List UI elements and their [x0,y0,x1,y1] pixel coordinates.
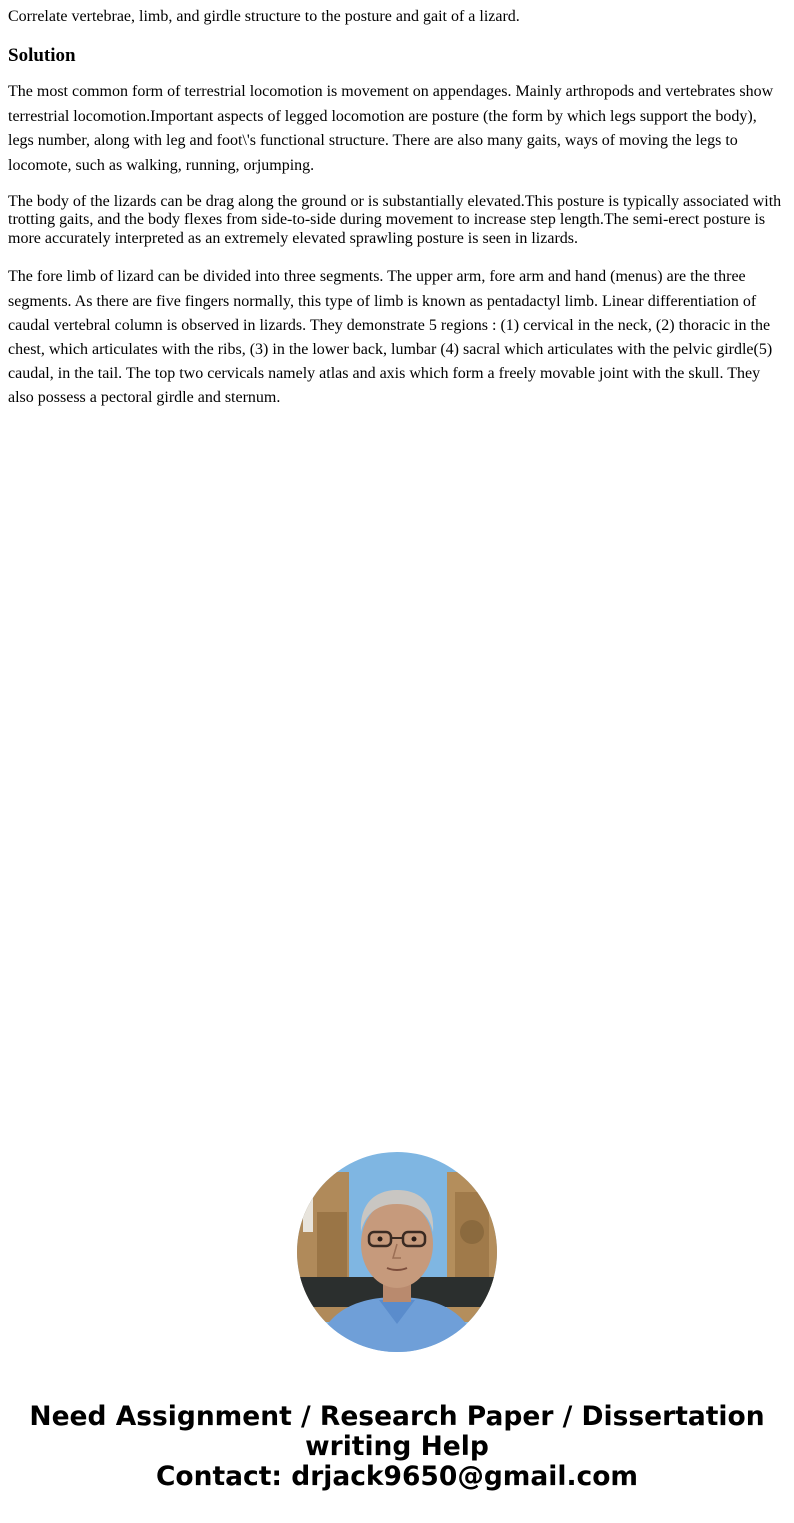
solution-paragraph-1: The most common form of terrestrial locomotion is movement on appendages. Mainly arthropods and vertebrates show terrestrial locomotion.Important aspects of legged locomotion are posture (the form by which legs support the body), legs number, along with leg and foot\'s functional structure. There are also many gaits, ways of moving the legs to locomote, such as walking, running, orjumping. [8,83,774,175]
document-body [8,0,786,411]
solution-paragraph-3: The fore limb of lizard can be divided into three segments. The upper arm, fore arm and hand (menus) are the three segments. As there are five fingers normally, this type of limb is known as pentadactyl limb. Linear differentiation of caudal vertebral column is observed in lizards. They demonstrate 5 regions : (1) cervical in the neck, (2) thoracic in the chest, which articulates with the ribs, (3) in the lower back, lumbar (4) sacral which articulates with the pelvic girdle(5) caudal, in the tail. The top two cervicals namely atlas and axis which form a freely movable joint with the skull. They also possess a pectoral girdle and sternum. [8,268,773,407]
promo-line-1: Need Assignment / Research Paper / Dissertation [29,1401,765,1432]
question-text: Correlate vertebrae, limb, and girdle structure to the posture and gait of a lizard. [8,8,520,25]
promo-contact-email[interactable]: Contact: drjack9650@gmail.com [155,1461,639,1492]
solution-paragraph-2: The body of the lizards can be drag along the ground or is substantially elevated.This posture is typically associated with trotting gaits, and the body flexes from side-to-side during movement to increase step length.The semi-erect posture is more accurately interpreted as an extremely elevated sprawling posture is seen in lizards. [8,192,782,247]
author-avatar [297,1152,497,1352]
promo-line-2: writing Help [305,1431,489,1462]
solution-heading: Solution [8,45,76,66]
promo-text [0,1402,794,1492]
author-portrait-image [297,1152,497,1352]
promo-footer [0,1152,794,1492]
